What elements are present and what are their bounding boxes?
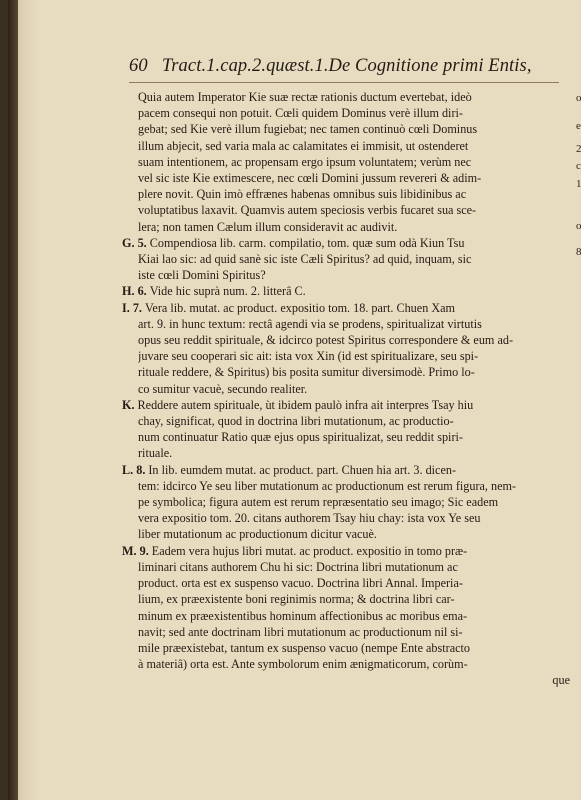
paragraph-mark: M. 9. [122, 543, 149, 558]
paragraph-mark: G. 5. [122, 235, 147, 250]
line-text: tem: idcirco Ye seu liber mutationum ac productionum est rerum figura, nem- [138, 478, 517, 493]
text-line [138, 494, 570, 510]
text-line [138, 445, 570, 461]
text-line [138, 591, 570, 607]
margin-letter: 8 [576, 246, 581, 258]
text-line [138, 381, 570, 397]
text-line [138, 510, 570, 526]
line-text: Reddere autem spirituale, ùt ibidem paulò infra ait interpres Tsay hiu [137, 397, 474, 412]
text-line [138, 219, 570, 235]
line-text: chay, significat, quod in doctrina libri mutationum, ac productio- [138, 414, 454, 429]
line-text: Eadem vera hujus libri mutat. ac product. expositio in tomo præ- [151, 543, 468, 558]
line-text: navit; sed ante doctrinam libri mutationum ac productionum nil si- [138, 624, 463, 639]
text-line [122, 397, 570, 413]
line-text: vera expositio tom. 20. citans authorem Tsay hiu chay: ista vox Ye seu [138, 511, 481, 526]
text-line [122, 300, 570, 316]
text-line [138, 316, 570, 332]
line-text: rituale reddere, & Spiritus) bis posita sumitur diversimodè. Primo lo- [138, 365, 475, 380]
line-text: gebat; sed Kie verè illum fugiebat; nec tamen continuò cœli Dominus [138, 122, 478, 137]
catchword: que [552, 673, 570, 688]
text-line [138, 251, 570, 267]
text-line [138, 624, 570, 640]
text-line [138, 154, 570, 170]
line-text: Quia autem Imperator Kie suæ rectæ rationis ductum evertebat, ideò [138, 90, 472, 104]
margin-letter: o [576, 220, 581, 232]
paragraph [122, 543, 570, 673]
paragraph [122, 283, 570, 299]
text-line [138, 640, 570, 656]
line-text: vel sic iste Kie extimescere, nec cœli Domini jussum revereri & adim- [138, 171, 482, 186]
line-text: suam intentionem, ac propensam ergo ipsum voluntatem; verùm nec [138, 154, 472, 169]
margin-letter: o [576, 92, 581, 104]
text-line [138, 364, 570, 380]
running-title: Tract.1.cap.2.quæst.1.De Cognitione primi Entis, [161, 56, 532, 76]
line-text: voluptatibus laxavit. Quamvis autem speciosis verbis fucaret sua sce- [138, 203, 477, 218]
line-text: illum abjecit, sed varia mala ac calamitates ei immisit, ut ostenderet [138, 138, 469, 153]
paragraph-mark: K. [122, 397, 135, 412]
text-line [122, 462, 570, 478]
line-text: co sumitur vacuè, secundo realiter. [138, 381, 308, 396]
text-line [138, 656, 570, 672]
margin-letter: e [576, 120, 581, 132]
text-line [138, 413, 570, 429]
margin-letter: 1 [576, 178, 581, 190]
line-text: liber mutationum ac productionum dicitur vacuè. [138, 527, 377, 542]
line-text: iste cœli Domini Spiritus? [138, 268, 266, 283]
paragraph-mark: I. 7. [122, 300, 142, 315]
line-text: liminari citans authorem Chu hi sic: Doctrina libri mutationum ac [138, 559, 458, 574]
text-line [138, 186, 570, 202]
text-line [138, 267, 570, 283]
text-line [122, 235, 570, 251]
text-line [138, 89, 570, 105]
paragraph [122, 235, 570, 284]
line-text: Kiai lao sic: ad quid sanè sic iste Cæli Spiritus? ad quid, inquam, sic [138, 252, 472, 267]
text-line [138, 348, 570, 364]
text-line [138, 121, 570, 137]
line-text: Vera lib. mutat. ac product. expositio tom. 18. part. Chuen Xam [144, 300, 456, 315]
text-line [138, 138, 570, 154]
paragraph-mark: L. 8. [122, 462, 146, 477]
line-text: à materiâ) orta est. Ante symbolorum enim ænigmaticorum, corùm- [138, 657, 468, 672]
line-text: In lib. eumdem mutat. ac product. part. Chuen hia art. 3. dicen- [148, 462, 457, 477]
line-text: minum ex præexistentibus hominum affectionibus ac moribus ema- [138, 608, 468, 623]
line-text: rituale. [138, 446, 173, 461]
line-text: lera; non tamen Cælum illum consideravit ac audivit. [138, 219, 398, 234]
line-text: plere novit. Quin imò effrænes habenas omnibus suis libidinibus ac [138, 187, 467, 202]
margin-letter: 2 [576, 143, 581, 155]
paragraph [138, 89, 570, 235]
text-line [138, 478, 570, 494]
header-rule [129, 82, 559, 83]
text-line [138, 526, 570, 542]
book-page [8, 0, 581, 800]
paragraph-mark: H. 6. [122, 284, 147, 299]
text-line [138, 608, 570, 624]
text-line [138, 170, 570, 186]
line-text: opus seu reddit spirituale, & idcirco potest Spiritus correspondere & eum ad- [138, 333, 514, 348]
text-line [138, 202, 570, 218]
page-body [122, 89, 570, 689]
paragraph [122, 397, 570, 462]
text-line [122, 283, 570, 299]
text-line [138, 105, 570, 121]
line-text: juvare seu cooperari sic ait: ista vox Xin (id est spiritualizare, seu spi- [138, 349, 479, 364]
paragraph [122, 300, 570, 397]
line-text: pacem consequi non potuit. Cœli quidem Dominus verè illum diri- [138, 106, 463, 121]
page-number: 60 [129, 56, 148, 76]
line-text: art. 9. in hunc textum: rectâ agendi via se prodens, spiritualizat virtutis [138, 316, 482, 331]
line-text: Vide hic suprà num. 2. litterâ C. [149, 284, 306, 299]
text-line [122, 543, 570, 559]
text-line [138, 575, 570, 591]
running-header [129, 56, 569, 77]
text-line [138, 429, 570, 445]
binding-gutter [8, 0, 18, 800]
margin-letter: c [576, 160, 581, 172]
line-text: num continuatur Ratio quæ ejus opus spiritualizat, seu reddit spiri- [138, 430, 463, 445]
line-text: lium, ex præexistente boni reginimis norma; & doctrina libri car- [138, 592, 455, 607]
line-text: product. orta est ex suspenso vacuo. Doctrina libri Annal. Imperia- [138, 576, 463, 591]
line-text: pe symbolica; figura autem est rerum repræsentatio seu imago; Sic eadem [138, 495, 499, 510]
text-line [138, 332, 570, 348]
line-text: mile præexistebat, tantum ex suspenso vacuo (nempe Ente abstracto [138, 640, 471, 655]
text-line [138, 559, 570, 575]
line-text: Compendiosa lib. carm. compilatio, tom. quæ sum odà Kiun Tsu [149, 235, 465, 250]
paragraph [122, 462, 570, 543]
